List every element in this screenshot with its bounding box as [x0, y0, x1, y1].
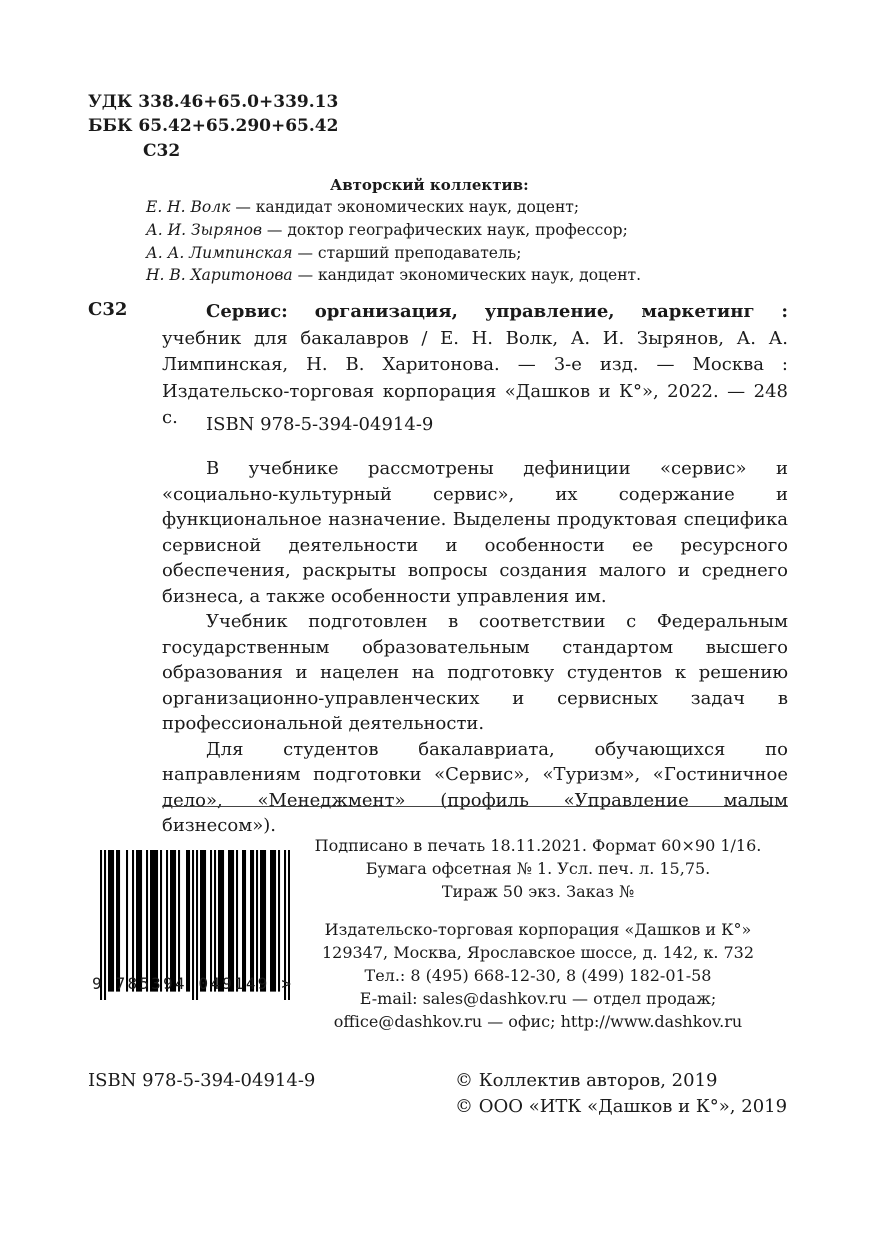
publisher-line: 129347, Москва, Ярославское шоссе, д. 142, к. 732 — [321, 943, 755, 962]
barcode-bar — [118, 850, 120, 992]
barcode-bar — [278, 850, 280, 992]
catalog-cutter: С32 — [88, 299, 128, 320]
barcode-bar — [244, 850, 246, 992]
barcode-bar — [126, 850, 128, 992]
barcode-bar — [242, 850, 244, 992]
barcode-bar — [186, 850, 188, 992]
barcode-bar — [136, 850, 138, 992]
print-info-line: Подписано в печать 18.11.2021. Формат 60×90 1/16. — [314, 836, 762, 855]
author-name: Н. В. Харитонова — [146, 266, 293, 284]
author-item — [146, 221, 628, 239]
book-description: учебник для бакалавров / Е. Н. Волк, А. И. Зырянов, А. А. Лимпинская, Н. В. Харитонова. — 3-е изд. — Москва : Издательско-торговая корпорация «Дашков и К°», 2022. — 248 с. — [162, 327, 788, 428]
barcode-bar — [178, 850, 180, 992]
barcode-bar — [218, 850, 220, 992]
copyright-authors: © Коллектив авторов, 2019 — [455, 1070, 718, 1091]
publisher-line: Издательско-торговая корпорация «Дашков и К°» — [324, 920, 752, 939]
barcode-bar — [236, 850, 238, 992]
copyright-publisher: © ООО «ИТК «Дашков и К°», 2019 — [455, 1096, 788, 1117]
barcode-bar — [116, 850, 118, 992]
author-name: А. А. Лимпинская — [146, 244, 293, 262]
barcode-bar — [188, 850, 190, 992]
barcode-bar — [210, 850, 212, 992]
barcode-digits: 9 785394 049149 > — [92, 974, 294, 993]
author-role: — кандидат экономических наук, доцент; — [230, 198, 580, 216]
annotation — [162, 456, 788, 839]
barcode-bar — [256, 850, 258, 992]
barcode-bar — [272, 850, 274, 992]
barcode-bar — [250, 850, 252, 992]
book-title: Сервис: организация, управление, маркетинг : — [206, 301, 788, 322]
publisher-line: Тел.: 8 (495) 668-12-30, 8 (499) 182-01-58 — [364, 966, 712, 985]
cutter-code: С32 — [143, 141, 181, 161]
author-name: Е. Н. Волк — [146, 198, 231, 216]
barcode-bar — [146, 850, 148, 992]
udk-code: УДК 338.46+65.0+339.13 — [88, 92, 339, 112]
barcode-bar — [230, 850, 232, 992]
bbk-code: ББК 65.42+65.290+65.42 — [88, 116, 339, 136]
author-role: — старший преподаватель; — [292, 244, 522, 262]
annotation-paragraph: В учебнике рассмотрены дефиниции «сервис» и «социально-культурный сервис», их содержание и функциональное назначение. Выделены продуктовая специфика сервисной деятельности и особенности ее ресурсного обеспечения, раскрыты вопросы создания малого и среднего бизнеса, а также особенности управления им. — [162, 458, 788, 607]
print-info-line: Бумага офсетная № 1. Усл. печ. л. 15,75. — [365, 859, 711, 878]
barcode-bar — [274, 850, 276, 992]
barcode-bar — [204, 850, 206, 992]
author-item — [146, 198, 579, 216]
barcode-bar — [160, 850, 162, 992]
publisher-line: E-mail: sales@dashkov.ru — отдел продаж; — [359, 989, 717, 1008]
barcode-bar — [264, 850, 266, 992]
barcode-bar — [270, 850, 272, 992]
author-role: — кандидат экономических наук, доцент. — [292, 266, 642, 284]
barcode-bar — [152, 850, 154, 992]
footer-isbn: ISBN 978-5-394-04914-9 — [88, 1070, 316, 1091]
authors-heading: Авторский коллектив: — [330, 176, 529, 194]
barcode-bar — [200, 850, 202, 992]
barcode-bar — [112, 850, 114, 992]
barcode-bar — [150, 850, 152, 992]
catalog-isbn: ISBN 978-5-394-04914-9 — [206, 414, 434, 435]
barcode-bar — [138, 850, 140, 992]
barcode-bar — [202, 850, 204, 992]
barcode-bar — [166, 850, 168, 992]
barcode-bar — [132, 850, 134, 992]
barcode-bar — [108, 850, 110, 992]
divider — [162, 806, 788, 807]
catalog-record — [162, 299, 788, 432]
barcode-bar — [228, 850, 230, 992]
publisher-info — [306, 918, 770, 1033]
barcode-bar — [222, 850, 224, 992]
barcode-bar — [110, 850, 112, 992]
author-role: — доктор географических наук, профессор; — [262, 221, 628, 239]
barcode-bar — [252, 850, 254, 992]
barcode-bar — [140, 850, 142, 992]
barcode-bar — [156, 850, 158, 992]
barcode-bar — [262, 850, 264, 992]
publisher-line: office@dashkov.ru — офис; http://www.dashkov.ru — [333, 1012, 743, 1031]
print-info-line: Тираж 50 экз. Заказ № — [441, 882, 635, 901]
barcode-bar — [220, 850, 222, 992]
barcode-bar — [232, 850, 234, 992]
author-name: А. И. Зырянов — [146, 221, 262, 239]
barcode-bar — [174, 850, 176, 992]
barcode-bar — [214, 850, 216, 992]
barcode-bar — [154, 850, 156, 992]
barcode-bar — [172, 850, 174, 992]
print-info — [306, 834, 770, 903]
annotation-paragraph: Для студентов бакалавриата, обучающихся по направлениям подготовки «Сервис», «Туризм», «Гостиничное дело», «Менеджмент» (профиль «Управление малым бизнесом»). — [162, 738, 788, 836]
author-item — [146, 266, 641, 284]
barcode-bar — [260, 850, 262, 992]
author-item — [146, 244, 521, 262]
annotation-paragraph: Учебник подготовлен в соответствии с Федеральным государственным образовательным стандартом высшего образования и нацелен на подготовку студентов к решению организационно-управленческих и сервисных задач в профессиональной деятельности. — [162, 611, 788, 734]
barcode-bar — [170, 850, 172, 992]
